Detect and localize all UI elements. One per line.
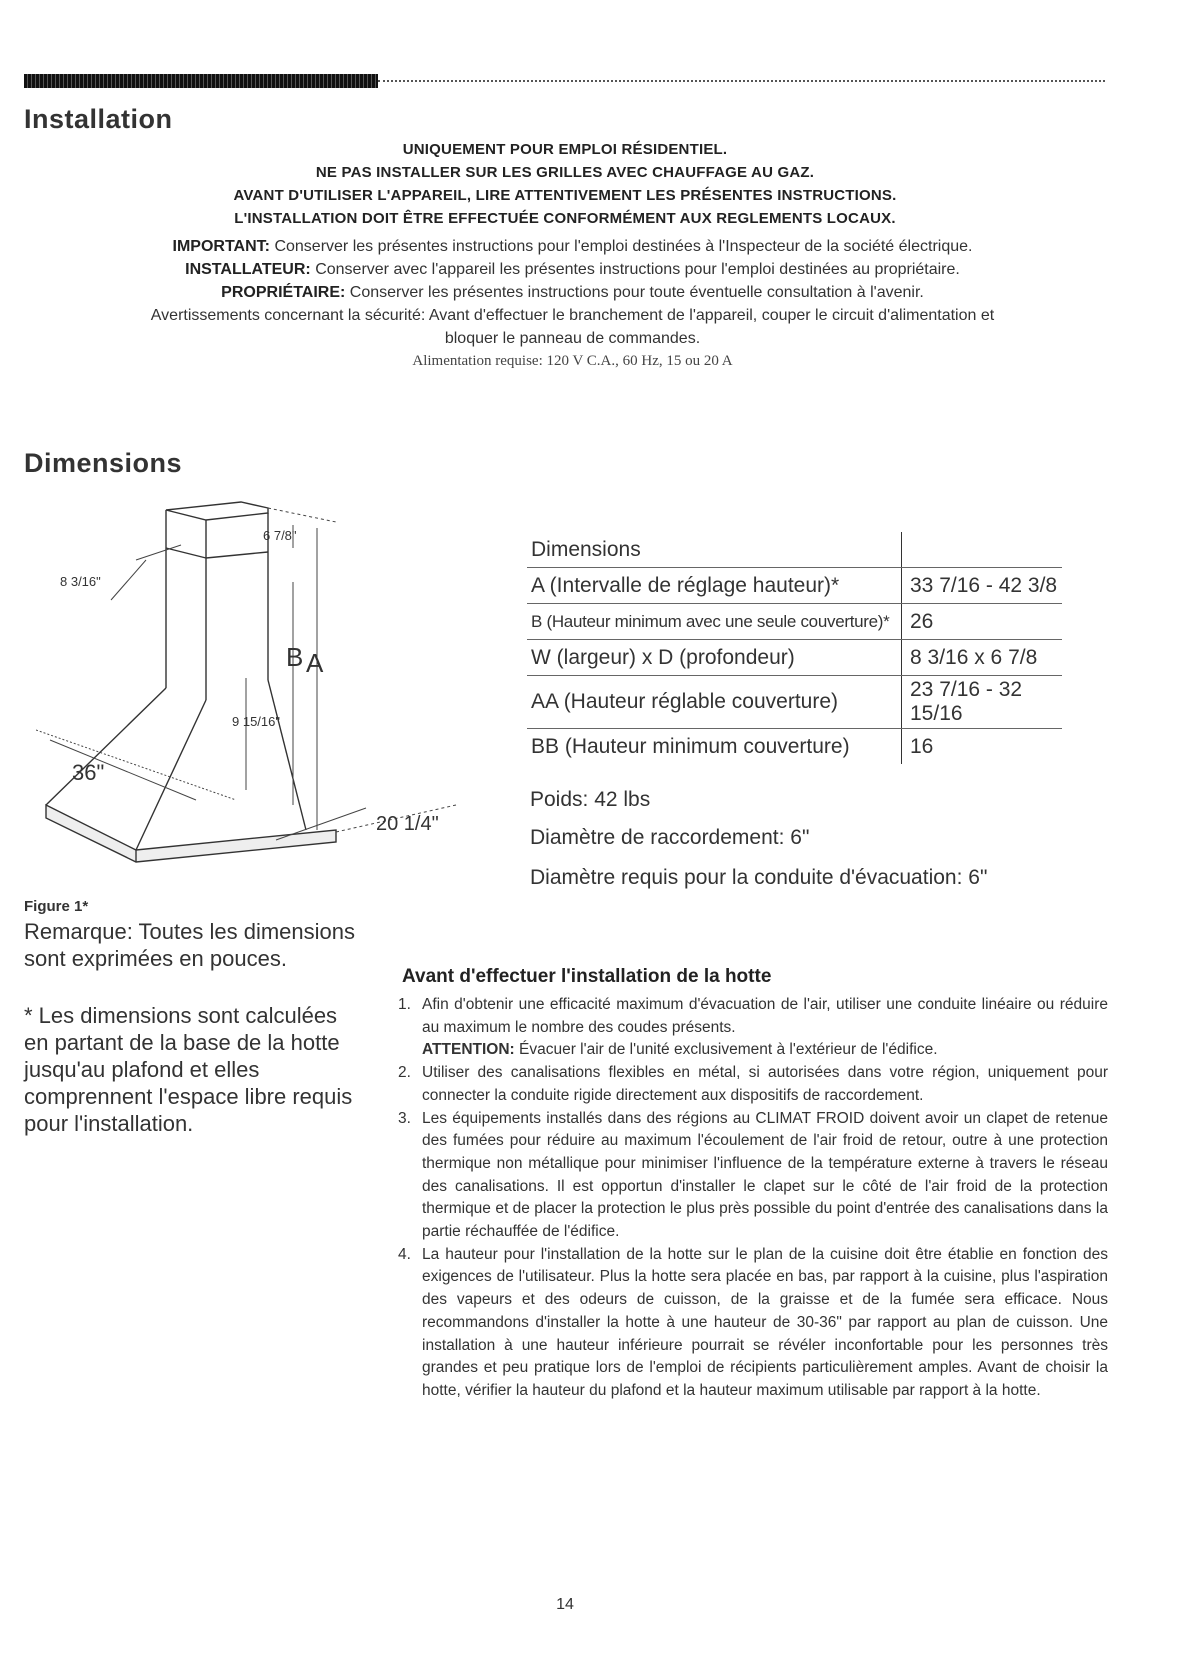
hood-drawing (36, 500, 476, 900)
label-A: A (306, 648, 324, 678)
attention-text: Évacuer l'air de l'unité exclusivement à l'extérieur de l'édifice. (519, 1041, 938, 1059)
item-number: 3. (398, 1109, 411, 1127)
table-header-row (527, 532, 1062, 568)
instruction-list (398, 994, 1108, 1403)
chimney-top-guide (268, 508, 336, 522)
avant-title: Avant d'effectuer l'installation de la hotte (402, 966, 772, 987)
installation-title: Installation (24, 104, 173, 134)
table-row (527, 676, 1062, 729)
table-header-empty (902, 532, 1063, 568)
dimensions-table (527, 532, 1062, 764)
row-label: A (Intervalle de réglage hauteur)* (527, 568, 902, 604)
proprietaire-text: Conserver les présentes instructions pour toute éventuelle consultation à l'avenir. (349, 284, 924, 301)
chimney-top (166, 502, 268, 520)
power-requirement: Alimentation requise: 120 V C.A., 60 Hz, 15 ou 20 A (412, 353, 733, 369)
proprietaire-label: PROPRIÉTAIRE: (221, 284, 346, 301)
proprietaire-line (30, 284, 1115, 302)
row-value: 16 (902, 729, 1063, 765)
row-value: 26 (902, 604, 1063, 640)
installateur-text: Conserver avec l'appareil les présentes instructions pour l'emploi destinées au propriétaire. (315, 261, 960, 278)
warning-line-1: Avertissements concernant la sécurité: Avant d'effectuer le branchement de l'appareil, couper le circuit d'alimentation et (150, 307, 995, 324)
item-number: 1. (398, 996, 411, 1013)
row-value: 8 3/16 x 6 7/8 (902, 640, 1063, 676)
label-36: 36" (72, 760, 105, 785)
table-row (527, 640, 1062, 676)
warning-line-2: bloquer le panneau de commandes. (444, 330, 701, 347)
table-header: Dimensions (527, 532, 902, 568)
connection-diameter: Diamètre de raccordement: 6" (530, 826, 810, 849)
table-row (527, 729, 1062, 765)
caps-line-3: AVANT D'UTILISER L'APPAREIL, LIRE ATTENTIVEMENT LES PRÉSENTES INSTRUCTIONS. (233, 187, 897, 204)
dim-36-extension (36, 730, 236, 800)
label-8-3-16: 8 3/16" (60, 574, 101, 589)
item-number: 4. (398, 1245, 411, 1263)
caps-line-4: L'INSTALLATION DOIT ÊTRE EFFECTUÉE CONFORMÉMENT AUX REGLEMENTS LOCAUX. (234, 210, 896, 227)
table-row (527, 604, 1062, 640)
hood-base (46, 805, 336, 862)
header-bar-decoration (24, 74, 378, 88)
weight: Poids: 42 lbs (530, 788, 651, 811)
header-dotted-line (378, 80, 1105, 82)
remark: Remarque: Toutes les dimensions sont exprimées en pouces. (24, 919, 355, 971)
label-20-1-4: 20 1/4" (376, 813, 439, 835)
row-value: 23 7/16 - 32 15/16 (902, 676, 1063, 729)
item-text: Les équipements installés dans des régions au CLIMAT FROID doivent avoir un clapet de retenue des fumées pour réduire au maximum l'écoulement de l'air froid de retour, outre à une protection thermique non métallique pour minimiser l'influence de la température externe à travers le réseau des canalisations. Il est opportun d'installer le clapet sur le côté de l'air froid de la protection thermique et de placer la protection le plus près possible du point d'entrée des canalisations dans la partie réchauffée de l'édifice. (422, 1109, 1108, 1241)
row-label: AA (Hauteur réglable couverture) (527, 676, 902, 729)
list-item (398, 994, 1108, 1062)
figure-caption: Figure 1* (24, 898, 89, 915)
dim-8-3-16-leader-2 (111, 560, 146, 600)
installateur-line (30, 261, 1115, 279)
label-9-15-16: 9 15/16" (232, 714, 280, 729)
caps-line-2: NE PAS INSTALLER SUR LES GRILLES AVEC CHAUFFAGE AU GAZ. (315, 164, 815, 181)
dimensions-title: Dimensions (24, 448, 183, 478)
chimney-seam-left (166, 548, 206, 558)
dim-8-3-16-leader (136, 545, 181, 560)
list-item (398, 1244, 1108, 1403)
list-item (398, 1108, 1108, 1244)
item-text: Afin d'obtenir une efficacité maximum d'évacuation de l'air, utiliser une conduite linéaire ou réduire au maximum le nombre des coudes présents. (422, 996, 1108, 1036)
attention-label: ATTENTION: (422, 1041, 515, 1059)
important-line (30, 238, 1115, 256)
list-item (398, 1062, 1108, 1107)
installateur-label: INSTALLATEUR: (185, 261, 311, 278)
hood-front-left (136, 700, 206, 850)
table-row (527, 568, 1062, 604)
row-label: B (Hauteur minimum avec une seule couverture)* (527, 604, 902, 640)
item-number: 2. (398, 1064, 411, 1082)
important-text: Conserver les présentes instructions pour l'emploi destinées à l'Inspecteur de la société électrique. (274, 238, 973, 255)
item-text: La hauteur pour l'installation de la hotte sur le plan de la cuisine doit être établie en fonction des exigences de l'utilisateur. Plus la hotte sera placée en bas, par rapport à la cuisine, plus l'aspiration des vapeurs et des odeurs de cuisson, de la graisse et de la fumée sera efficace. Nous recommandons d'installer la hotte à une hauteur de 30-36" par rapport au plan de cuisson. Une installation à une hauteur inférieure pourrait se révéler inconfortable pour les personnes très grandes et peu pratique lors de l'emploi de récipients particulièrement amples. Avant de choisir la hotte, vérifier la hauteur du plafond et la hauteur maximum utilisable par rapport à la hotte. (422, 1245, 1108, 1399)
hood-front-right (268, 680, 306, 830)
duct-diameter: Diamètre requis pour la conduite d'évacuation: 6" (530, 866, 988, 889)
caps-line-1: UNIQUEMENT POUR EMPLOI RÉSIDENTIEL. (402, 141, 728, 158)
chimney-seam-right (206, 552, 268, 558)
page-number: 14 (556, 1596, 574, 1613)
important-label: IMPORTANT: (172, 238, 270, 255)
row-value: 33 7/16 - 42 3/8 (902, 568, 1063, 604)
hood-left-slope (46, 688, 166, 805)
row-label: BB (Hauteur minimum couverture) (531, 734, 850, 758)
item-text: Utiliser des canalisations flexibles en métal, si autorisées dans votre région, uniquement pour connecter la conduite rigide directement aux dispositifs de raccordement. (422, 1064, 1108, 1104)
note: * Les dimensions sont calculées en partant de la base de la hotte jusqu'au plafond et elles comprennent l'espace libre requis pour l'installation. (24, 1003, 353, 1136)
row-label: W (largeur) x D (profondeur) (527, 640, 902, 676)
label-B: B (286, 642, 304, 672)
label-6-7-8: 6 7/8" (263, 528, 297, 543)
